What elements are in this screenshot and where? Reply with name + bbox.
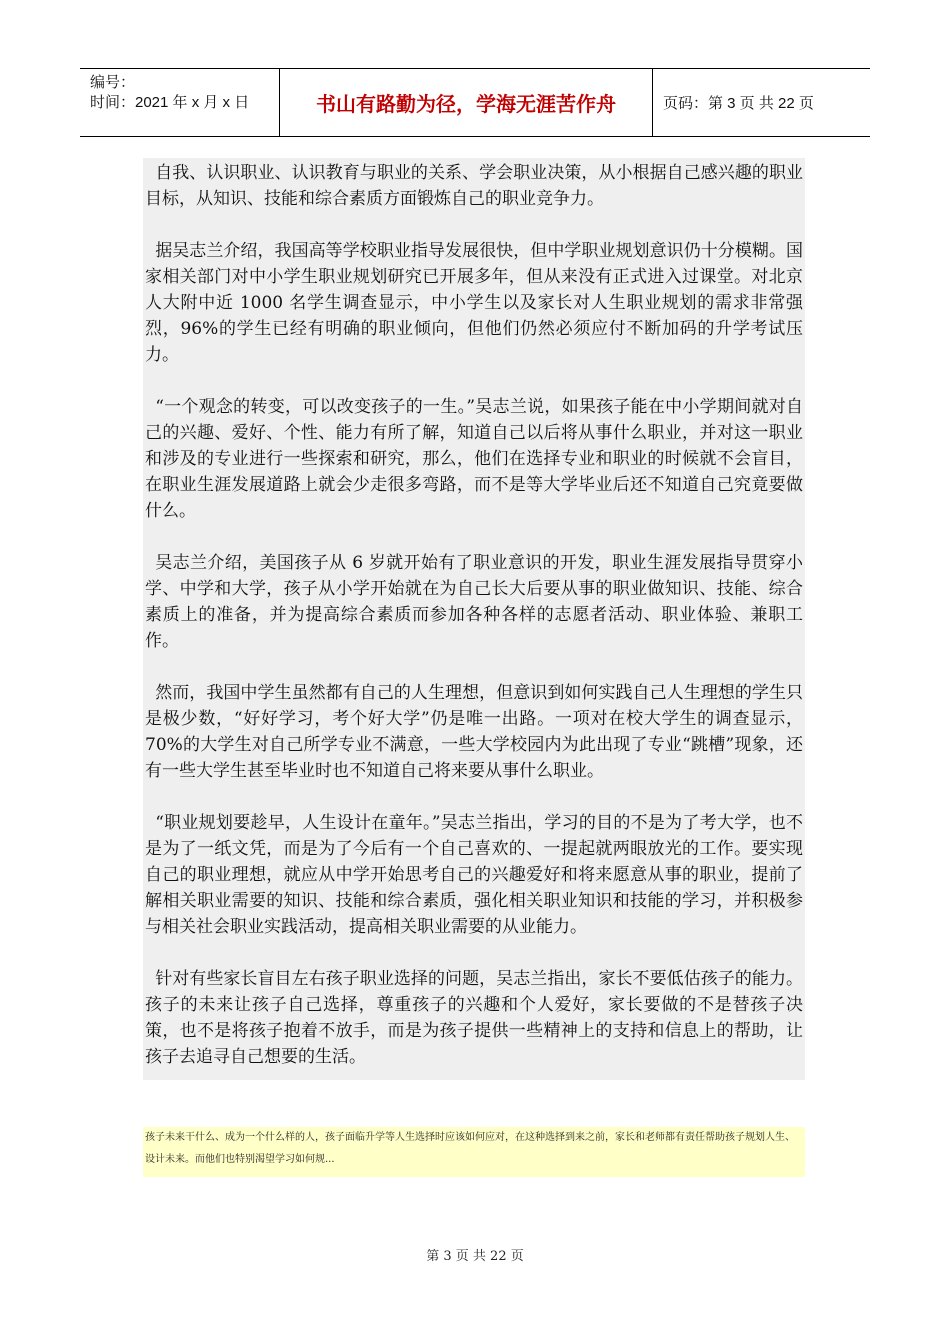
header-page-info: 页码：第 3 页 共 22 页 bbox=[663, 95, 814, 112]
header-meta bbox=[80, 69, 280, 136]
document-number: 编号： bbox=[90, 74, 136, 91]
paragraph: 吴志兰介绍，美国孩子从 6 岁就开始有了职业意识的开发，职业生涯发展指导贯穿小学、中学和大学，孩子从小学开始就在为自己长大后要从事的职业做知识、技能、综合素质上的准备，并为提高综合素质而参加各种各样的志愿者活动、职业体验、兼职工作。 bbox=[145, 553, 803, 651]
paragraph: 据吴志兰介绍，我国高等学校职业指导发展很快，但中学职业规划意识仍十分模糊。国家相关部门对中小学生职业规划研究已开展多年，但从来没有正式进入过课堂。对北京人大附中近 1000 名学生调查显示，中小学生以及家长对人生职业规划的需求非常强烈，96%的学生已经有明确的职业倾向，但他们仍然必须应付不断加码的升学考试压力。 bbox=[145, 241, 803, 365]
paragraph: “职业规划要趁早，人生设计在童年。”吴志兰指出，学习的目的不是为了考大学，也不是为了一纸文凭，而是为了今后有一个自己喜欢的、一提起就两眼放光的工作。要实现自己的职业理想，就应从中学开始思考自己的兴趣爱好和将来愿意从事的职业，提前了解相关职业需要的知识、技能和综合素质，强化相关职业知识和技能的学习，并积极参与相关社会职业实践活动，提高相关职业需要的从业能力。 bbox=[145, 813, 803, 937]
page-header bbox=[80, 68, 870, 137]
document-date: 时间：2021 年 x 月 x 日 bbox=[90, 94, 250, 111]
summary-box: 孩子未来干什么、成为一个什么样的人，孩子面临升学等人生选择时应该如何应对，在这种选择到来之前，家长和老师都有责任帮助孩子规划人生、设计未来。而他们也特别渴望学习如何规... bbox=[143, 1127, 805, 1177]
paragraph: “一个观念的转变，可以改变孩子的一生。”吴志兰说，如果孩子能在中小学期间就对自己的兴趣、爱好、个性、能力有所了解，知道自己以后将从事什么职业，并对这一职业和涉及的专业进行一些探索和研究，那么，他们在选择专业和职业的时候就不会盲目，在职业生涯发展道路上就会少走很多弯路，而不是等大学毕业后还不知道自己究竟要做什么。 bbox=[145, 397, 803, 521]
article-body bbox=[143, 158, 805, 1080]
paragraph: 然而，我国中学生虽然都有自己的人生理想，但意识到如何实践自己人生理想的学生只是极少数，“好好学习，考个好大学”仍是唯一出路。一项对在校大学生的调查显示，70%的大学生对自己所学专业不满意，一些大学校园内为此出现了专业“跳槽”现象，还有一些大学生甚至毕业时也不知道自己将来要从事什么职业。 bbox=[145, 683, 803, 781]
header-motto: 书山有路勤为径，学海无涯苦作舟 bbox=[280, 69, 653, 136]
page-footer: 第 3 页 共 22 页 bbox=[426, 1249, 524, 1264]
paragraph: 针对有些家长盲目左右孩子职业选择的问题，吴志兰指出，家长不要低估孩子的能力。孩子的未来让孩子自己选择，尊重孩子的兴趣和个人爱好，家长要做的不是替孩子决策，也不是将孩子抱着不放手，而是为孩子提供一些精神上的支持和信息上的帮助，让孩子去追寻自己想要的生活。 bbox=[145, 969, 803, 1067]
paragraph: 自我、认识职业、认识教育与职业的关系、学会职业决策，从小根据自己感兴趣的职业目标，从知识、技能和综合素质方面锻炼自己的职业竞争力。 bbox=[145, 163, 803, 209]
